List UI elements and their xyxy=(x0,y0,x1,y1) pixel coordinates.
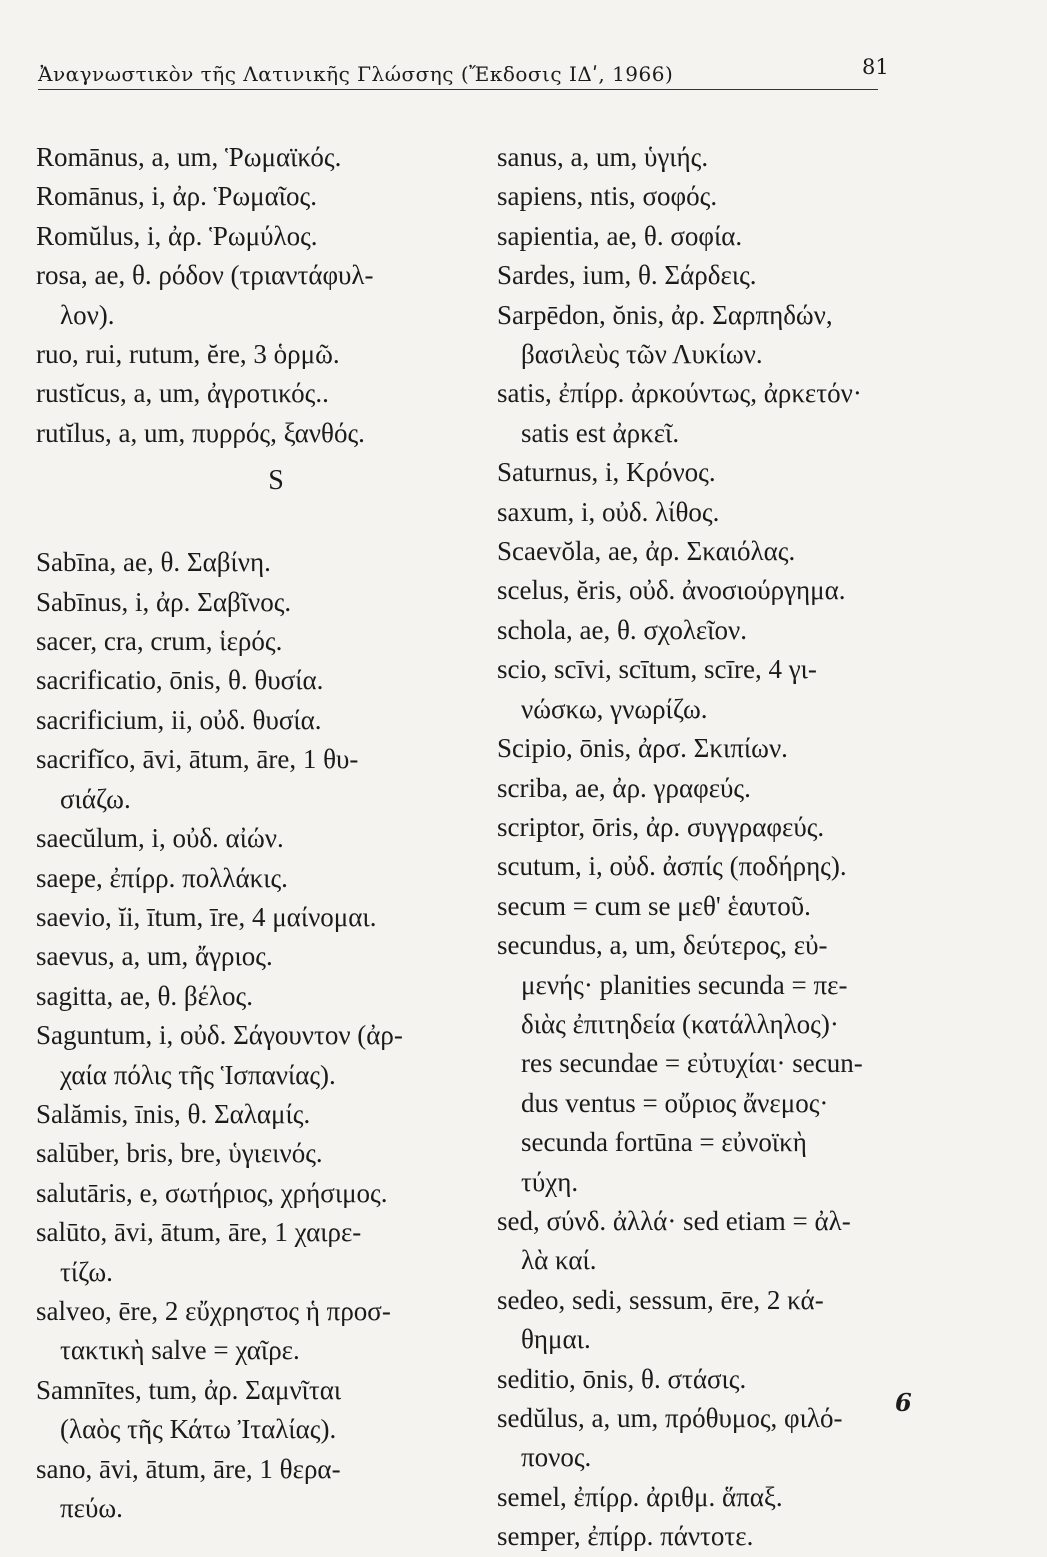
entry-line: rutĭlus, a, um, πυρρός, ξανθός. xyxy=(36,417,365,448)
left-column xyxy=(36,138,476,1528)
entry-line: Scaevŏla, ae, ἀρ. Σκαιόλας. xyxy=(497,536,796,567)
section-letter: S xyxy=(268,465,284,497)
entry-continuation: λον). xyxy=(60,299,115,330)
entry-line: semper, ἐπίρρ. πάντοτε. xyxy=(497,1521,754,1552)
dictionary-entry xyxy=(36,1371,476,1450)
dictionary-entry xyxy=(36,1450,476,1529)
entry-continuation: νώσκω, γνωρίζω. xyxy=(521,693,708,724)
entry-continuation: πονος. xyxy=(521,1442,592,1473)
dictionary-entry xyxy=(497,217,945,256)
dictionary-entry xyxy=(36,1095,476,1134)
dictionary-entry xyxy=(497,926,945,1005)
entry-continuation: dus ventus = οὔριος ἄνεμος· xyxy=(521,1087,829,1118)
entry-line: secundus, a, um, δεύτερος, εὐ- xyxy=(497,930,828,961)
entry-line: scriba, ae, ἀρ. γραφεύς. xyxy=(497,772,751,803)
dictionary-entry xyxy=(36,937,476,976)
dictionary-entry xyxy=(36,256,476,335)
entry-line: rustĭcus, a, um, ἀγροτικός.. xyxy=(36,378,329,409)
signature-mark: 6 xyxy=(895,1388,912,1417)
dictionary-entry xyxy=(497,256,945,295)
entry-line: sano, āvi, ātum, āre, 1 θερα- xyxy=(36,1453,341,1484)
entry-continuation: res secundae = εὐτυχίαι· secun- xyxy=(521,1048,863,1079)
dictionary-entry xyxy=(497,138,945,177)
entry-line: saecŭlum, i, οὐδ. αἰών. xyxy=(36,823,284,854)
entry-line: Sarpēdon, ŏnis, ἀρ. Σαρπηδών, xyxy=(497,299,833,330)
dictionary-entry xyxy=(36,1134,476,1173)
dictionary-entry xyxy=(497,650,945,729)
entry-line: Samnītes, tum, ἀρ. Σαμνῖται xyxy=(36,1374,342,1405)
right-column xyxy=(497,138,945,1557)
entry-line: scriptor, ōris, ἀρ. συγγραφεύς. xyxy=(497,811,825,842)
entry-continuation: χαία πόλις τῆς Ἱσπανίας). xyxy=(60,1059,336,1090)
dictionary-entry xyxy=(36,1016,476,1095)
entry-line: salūber, bris, bre, ὑγιεινός. xyxy=(36,1138,323,1169)
dictionary-entry xyxy=(36,414,476,453)
entry-continuation: τακτικὴ salve = χαῖρε. xyxy=(60,1335,300,1366)
running-title: Ἀναγνωστικὸν τῆς Λατινικῆς Γλώσσης (Ἔκδοσις ΙΔʹ, 1966) xyxy=(38,62,878,90)
entry-line: schola, ae, θ. σχολεῖον. xyxy=(497,614,747,645)
entry-line: Romŭlus, i, ἀρ. Ῥωμύλος. xyxy=(36,220,318,251)
page-number: 81 xyxy=(862,55,889,79)
dictionary-entry xyxy=(36,819,476,858)
entry-line: scio, scīvi, scītum, scīre, 4 γι- xyxy=(497,654,817,685)
entry-line: salveo, ēre, 2 εὔχρηστος ἡ προσ- xyxy=(36,1295,391,1326)
dictionary-entry xyxy=(497,1517,945,1556)
entry-line: Sabīnus, i, ἀρ. Σαβῖνος. xyxy=(36,586,292,617)
dictionary-entry xyxy=(497,1399,945,1478)
dictionary-entry xyxy=(36,543,476,582)
dictionary-entry xyxy=(497,453,945,492)
entry-line: Salămis, īnis, θ. Σαλαμίς. xyxy=(36,1098,311,1129)
entry-line: ruo, rui, rutum, ĕre, 3 ὁρμῶ. xyxy=(36,339,340,370)
dictionary-entry xyxy=(497,296,945,375)
dictionary-entry xyxy=(36,661,476,700)
dictionary-entry xyxy=(497,808,945,847)
dictionary-entry xyxy=(36,977,476,1016)
entry-continuation: secunda fortūna = εὐνοϊκὴ xyxy=(521,1127,807,1158)
dictionary-entry xyxy=(497,1005,945,1044)
entry-line: secum = cum se μεθ' ἑαυτοῦ. xyxy=(497,890,811,921)
entries-after xyxy=(36,543,476,1528)
entry-line: saevus, a, um, ἄγριος. xyxy=(36,941,273,972)
dictionary-entry xyxy=(497,1044,945,1083)
entries-before xyxy=(36,138,476,453)
entry-line: saxum, i, οὐδ. λίθος. xyxy=(497,496,720,527)
entry-line: sacer, cra, crum, ἱερός. xyxy=(36,626,283,657)
dictionary-entry xyxy=(497,769,945,808)
dictionary-entry xyxy=(497,887,945,926)
dictionary-entry xyxy=(36,1292,476,1371)
dictionary-entry xyxy=(36,583,476,622)
entry-line: saepe, ἐπίρρ. πολλάκις. xyxy=(36,862,288,893)
dictionary-entry xyxy=(36,859,476,898)
dictionary-entry xyxy=(497,1084,945,1123)
dictionary-entry xyxy=(497,847,945,886)
dictionary-entry xyxy=(36,335,476,374)
entry-line: sedeo, sedi, sessum, ēre, 2 κά- xyxy=(497,1284,824,1315)
dictionary-entry xyxy=(36,374,476,413)
entry-line: scutum, i, οὐδ. ἀσπίς (ποδήρης). xyxy=(497,851,847,882)
entry-line: sagitta, ae, θ. βέλος. xyxy=(36,980,253,1011)
entry-line: seditio, ōnis, θ. στάσις. xyxy=(497,1363,747,1394)
entry-line: sedŭlus, a, um, πρόθυμος, φιλό- xyxy=(497,1403,843,1433)
entry-line: sacrificatio, ōnis, θ. θυσία. xyxy=(36,665,324,696)
dictionary-entry xyxy=(36,898,476,937)
entry-line: sacrificium, ii, οὐδ. θυσία. xyxy=(36,704,322,735)
dictionary-entry xyxy=(497,532,945,571)
entry-line: Sabīna, ae, θ. Σαβίνη. xyxy=(36,547,271,578)
entry-line: sanus, a, um, ὑγιής. xyxy=(497,142,709,172)
dictionary-entry xyxy=(497,1360,945,1399)
entry-line: salutāris, e, σωτήριος, χρήσιμος. xyxy=(36,1177,388,1208)
dictionary-entry xyxy=(497,1202,945,1281)
entry-line: sapientia, ae, θ. σοφία. xyxy=(497,220,743,251)
dictionary-entry xyxy=(36,138,476,177)
entry-continuation: σιάζω. xyxy=(60,783,131,814)
dictionary-entry xyxy=(36,622,476,661)
entry-continuation: πεύω. xyxy=(60,1493,123,1523)
entry-line: Romānus, i, ἀρ. Ῥωμαῖος. xyxy=(36,181,317,212)
entry-continuation: διὰς ἐπιτηδεία (κατάλληλος)· xyxy=(521,1008,839,1039)
entry-line: salūto, āvi, ātum, āre, 1 χαιρε- xyxy=(36,1217,362,1248)
entry-continuation: τύχη. xyxy=(521,1166,579,1197)
dictionary-entry xyxy=(497,177,945,216)
entry-continuation: satis est ἀρκεῖ. xyxy=(521,417,680,448)
dictionary-entry xyxy=(36,177,476,216)
entry-line: Romānus, a, um, Ῥωμαϊκός. xyxy=(36,142,342,172)
entry-line: Saturnus, i, Κρόνος. xyxy=(497,457,716,488)
entry-continuation: μενής· planities secunda = πε- xyxy=(521,969,848,1000)
dictionary-entry xyxy=(497,1478,945,1517)
right-entries xyxy=(497,138,945,1557)
dictionary-entry xyxy=(36,217,476,256)
dictionary-entry xyxy=(497,1163,945,1202)
entry-continuation: βασιλεὺς τῶν Λυκίων. xyxy=(521,339,763,370)
entry-continuation: τίζω. xyxy=(60,1256,113,1287)
dictionary-entry xyxy=(497,1123,945,1162)
entry-line: scelus, ĕris, οὐδ. ἀνοσιούργημα. xyxy=(497,575,846,606)
entry-line: semel, ἐπίρρ. ἀριθμ. ἅπαξ. xyxy=(497,1481,783,1512)
entry-line: satis, ἐπίρρ. ἀρκούντως, ἀρκετόν· xyxy=(497,378,862,409)
dictionary-entry xyxy=(497,611,945,650)
entry-continuation: (λαὸς τῆς Κάτω Ἰταλίας). xyxy=(60,1414,337,1445)
entry-line: rosa, ae, θ. ρόδον (τριαντάφυλ- xyxy=(36,260,374,291)
entry-continuation: θημαι. xyxy=(521,1324,591,1355)
entry-line: sacrifĭco, āvi, ātum, āre, 1 θυ- xyxy=(36,744,359,775)
entry-line: Saguntum, i, οὐδ. Σάγουντον (ἀρ- xyxy=(36,1020,403,1051)
dictionary-entry xyxy=(497,729,945,768)
entry-line: sed, σύνδ. ἀλλά· sed etiam = ἀλ- xyxy=(497,1205,851,1236)
dictionary-entry xyxy=(497,571,945,610)
entry-line: Sardes, ium, θ. Σάρδεις. xyxy=(497,260,757,291)
entry-line: Scipio, ōnis, ἀρσ. Σκιπίων. xyxy=(497,733,788,764)
entry-continuation: λὰ καί. xyxy=(521,1245,597,1276)
dictionary-entry xyxy=(36,701,476,740)
entry-line: sapiens, ntis, σοφός. xyxy=(497,181,718,212)
entry-line: saevio, ĭi, ītum, īre, 4 μαίνομαι. xyxy=(36,901,377,932)
dictionary-entry xyxy=(36,1174,476,1213)
dictionary-entry xyxy=(497,374,945,453)
dictionary-entry xyxy=(497,1281,945,1360)
dictionary-entry xyxy=(497,493,945,532)
dictionary-entry xyxy=(36,1213,476,1292)
dictionary-entry xyxy=(36,740,476,819)
